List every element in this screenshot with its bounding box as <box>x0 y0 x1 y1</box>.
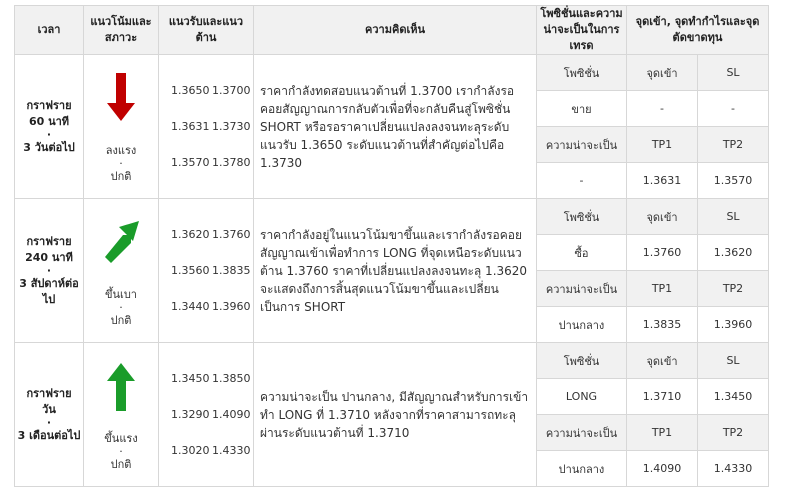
table-row <box>15 55 769 91</box>
sr-level-row <box>171 408 253 422</box>
header-entry-tp-sl: จุดเข้า, จุดทำกำไรและจุดตัดขาดทุน <box>627 6 769 55</box>
probability-label: ความน่าจะเป็น <box>537 415 627 451</box>
tp1-label: TP1 <box>627 127 698 163</box>
comment-cell: ราคากำลังทดสอบแนวต้านที่ 1.3700 เรากำลังรอคอยสัญญาณการกลับตัวเพื่อที่จะกลับคืนสู่โพซิชั่น SHORT หรือรอราคาเปลี่ยนแปลงลงจนทะลุระดับแนวรับ 1.3650 ระดับแนวต้านที่สำคัญต่อไปคือ 1.3730 <box>254 55 537 199</box>
support-level: 1.3560 <box>171 263 210 277</box>
sr-level-row <box>171 264 253 278</box>
sr-cell <box>159 55 254 199</box>
probability-value: - <box>537 163 627 199</box>
position-label: โพซิชั่น <box>537 343 627 379</box>
trend-cell <box>84 199 159 343</box>
tp1-value: 1.3835 <box>627 307 698 343</box>
position-value: ขาย <box>537 91 627 127</box>
header-support-resistance: แนวรับและแนวต้าน <box>159 6 254 55</box>
forecast-table <box>14 5 769 487</box>
tp2-label: TP2 <box>698 127 769 163</box>
probability-value: ปานกลาง <box>537 307 627 343</box>
trend-sep: · <box>119 445 123 458</box>
time-line1: กราฟราย <box>26 386 72 400</box>
time-sep: · <box>46 263 52 277</box>
sl-value: 1.3450 <box>698 379 769 415</box>
red-down-arrow-icon <box>101 73 141 123</box>
sl-value: 1.3620 <box>698 235 769 271</box>
resistance-level: 1.3850 <box>212 371 251 385</box>
support-level: 1.3020 <box>171 443 210 457</box>
probability-label: ความน่าจะเป็น <box>537 127 627 163</box>
support-level: 1.3570 <box>171 155 210 169</box>
tp2-value: 1.4330 <box>698 451 769 487</box>
time-line2: 60 นาที <box>28 114 70 128</box>
time-line2: วัน <box>42 402 56 416</box>
resistance-level: 1.3700 <box>212 83 251 97</box>
support-level: 1.3440 <box>171 299 210 313</box>
probability-value: ปานกลาง <box>537 451 627 487</box>
time-line3: 3 วันต่อไป <box>23 140 75 154</box>
trend-sep: · <box>119 157 123 170</box>
sr-level-row <box>171 444 253 458</box>
trend-cell <box>84 343 159 487</box>
header-row <box>15 6 769 55</box>
tp2-value: 1.3960 <box>698 307 769 343</box>
sr-level-row <box>171 156 253 170</box>
support-level: 1.3631 <box>171 119 210 133</box>
time-line1: กราฟราย <box>26 98 72 112</box>
resistance-level: 1.3960 <box>212 299 251 313</box>
time-sep: · <box>46 415 52 429</box>
sr-cell <box>159 343 254 487</box>
time-line3: 3 เดือนต่อไป <box>17 428 81 442</box>
position-value: ซื้อ <box>537 235 627 271</box>
probability-label: ความน่าจะเป็น <box>537 271 627 307</box>
sl-label: SL <box>698 55 769 91</box>
entry-label: จุดเข้า <box>627 343 698 379</box>
sr-level-row <box>171 84 253 98</box>
time-cell <box>15 199 84 343</box>
resistance-level: 1.3760 <box>212 227 251 241</box>
sr-cell <box>159 199 254 343</box>
sr-level-row <box>171 372 253 386</box>
comment-cell: ความน่าจะเป็น ปานกลาง, มีสัญญาณสำหรับการเข้าทำ LONG ที่ 1.3710 หลังจากที่ราคาสามารถทะลุผ่านระดับแนวต้านที่ 1.3710 <box>254 343 537 487</box>
support-level: 1.3290 <box>171 407 210 421</box>
time-sep: · <box>46 127 52 141</box>
table-row <box>15 199 769 235</box>
resistance-level: 1.3835 <box>212 263 251 277</box>
sr-level-row <box>171 228 253 242</box>
tp2-label: TP2 <box>698 271 769 307</box>
sl-label: SL <box>698 199 769 235</box>
time-line2: 240 นาที <box>25 250 73 264</box>
position-label: โพซิชั่น <box>537 199 627 235</box>
header-trend: แนวโน้มและสภาวะ <box>84 6 159 55</box>
position-value: LONG <box>537 379 627 415</box>
sr-level-row <box>171 300 253 314</box>
time-cell <box>15 343 84 487</box>
entry-value: 1.3710 <box>627 379 698 415</box>
entry-value: 1.3760 <box>627 235 698 271</box>
time-line1: กราฟราย <box>26 234 72 248</box>
tp2-value: 1.3570 <box>698 163 769 199</box>
trend-sep: · <box>119 301 123 314</box>
time-cell <box>15 55 84 199</box>
support-level: 1.3450 <box>171 371 210 385</box>
green-up-arrow-icon <box>101 361 141 411</box>
trend-state: ปกติ <box>110 314 132 327</box>
resistance-level: 1.4090 <box>212 407 251 421</box>
sl-label: SL <box>698 343 769 379</box>
trend-label: ลงแรง <box>105 144 137 157</box>
trend-state: ปกติ <box>110 458 132 471</box>
sr-level-row <box>171 120 253 134</box>
tp1-value: 1.3631 <box>627 163 698 199</box>
entry-label: จุดเข้า <box>627 55 698 91</box>
header-comment: ความคิดเห็น <box>254 6 537 55</box>
entry-value: - <box>627 91 698 127</box>
tp2-label: TP2 <box>698 415 769 451</box>
sl-value: - <box>698 91 769 127</box>
trend-label: ขึ้นเบา <box>105 288 137 301</box>
tp1-value: 1.4090 <box>627 451 698 487</box>
comment-cell: ราคากำลังอยู่ในแนวโน้มขาขึ้นและเรากำลังรอคอยสัญญาณเข้าเพื่อทำการ LONG ที่จุดเหนือระดับแนวต้าน 1.3760 ราคาที่เปลี่ยนแปลงลงจนทะลุ 1.3620 จะแสดงถึงการสิ้นสุดแนวโน้มขาขึ้นและเปลี่ยนเป็นการ SHORT <box>254 199 537 343</box>
green-up-right-arrow-icon <box>101 217 141 267</box>
position-label: โพซิชั่น <box>537 55 627 91</box>
resistance-level: 1.4330 <box>212 443 251 457</box>
entry-label: จุดเข้า <box>627 199 698 235</box>
support-level: 1.3650 <box>171 83 210 97</box>
trend-state: ปกติ <box>110 170 132 183</box>
support-level: 1.3620 <box>171 227 210 241</box>
time-line3: 3 สัปดาห์ต่อไป <box>19 276 79 306</box>
resistance-level: 1.3730 <box>212 119 251 133</box>
trend-cell <box>84 55 159 199</box>
tp1-label: TP1 <box>627 271 698 307</box>
header-position: โพซิชั่นและความน่าจะเป็นในการเทรด <box>537 6 627 55</box>
header-time: เวลา <box>15 6 84 55</box>
trend-label: ขึ้นแรง <box>104 432 138 445</box>
table-row <box>15 343 769 379</box>
tp1-label: TP1 <box>627 415 698 451</box>
resistance-level: 1.3780 <box>212 155 251 169</box>
